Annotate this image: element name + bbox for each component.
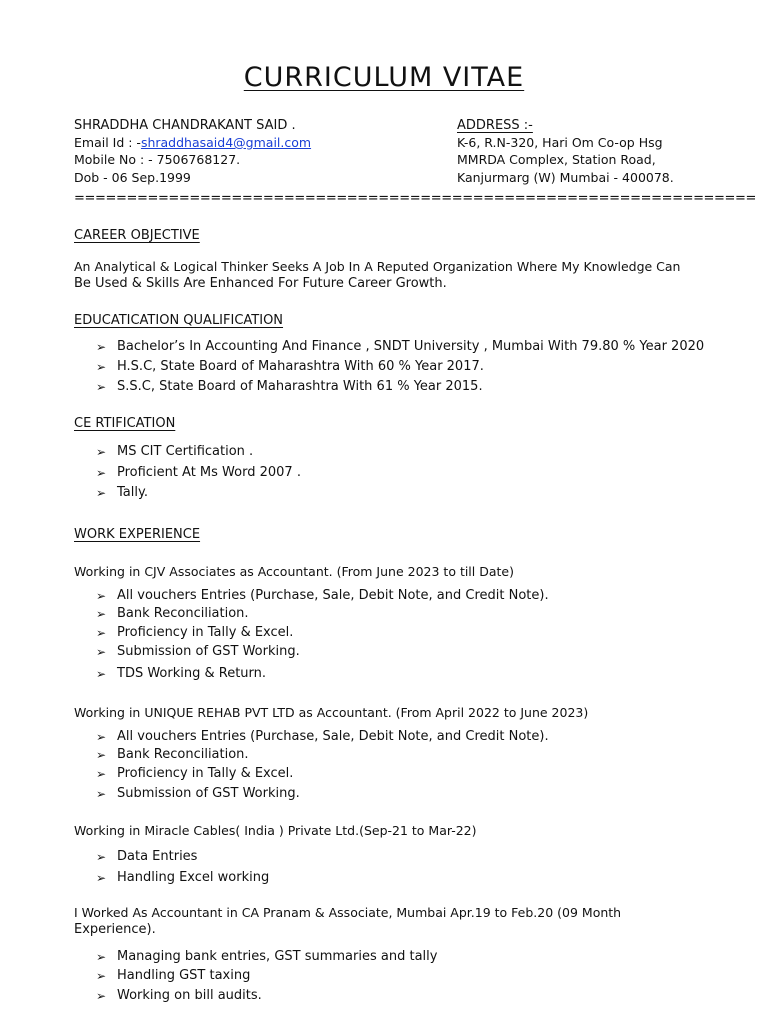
job-duty: Bank Reconciliation.	[117, 747, 249, 762]
job-title: Working in UNIQUE REHAB PVT LTD as Accountant. (From April 2022 to June 2023)	[74, 705, 589, 720]
bullet-icon: ➢	[96, 989, 107, 1003]
bullet-icon: ➢	[96, 667, 107, 681]
bullet-icon: ➢	[96, 748, 107, 762]
certification-item: MS CIT Certification .	[117, 444, 254, 459]
job-title: I Worked As Accountant in CA Pranam & Associate, Mumbai Apr.19 to Feb.20 (09 Month	[74, 905, 622, 920]
address-line-2: MMRDA Complex, Station Road,	[457, 152, 656, 167]
certification-heading: CE RTIFICATION	[74, 416, 176, 431]
work-experience-heading: WORK EXPERIENCE	[74, 527, 201, 542]
bullet-icon: ➢	[96, 969, 107, 983]
job-duty: All vouchers Entries (Purchase, Sale, Debit Note, and Credit Note).	[117, 729, 549, 744]
education-heading: EDUCATICATION QUALIFICATION	[74, 313, 284, 328]
bullet-icon: ➢	[96, 340, 107, 354]
bullet-icon: ➢	[96, 380, 107, 394]
address-line-1: K-6, R.N-320, Hari Om Co-op Hsg	[457, 135, 663, 150]
education-item: Bachelor’s In Accounting And Finance , SNDT University , Mumbai With 79.80 % Year 2020	[117, 339, 705, 354]
bullet-icon: ➢	[96, 445, 107, 459]
career-objective-line-2: Be Used & Skills Are Enhanced For Future Career Growth.	[74, 276, 447, 291]
job-title: Working in Miracle Cables( India ) Private Ltd.(Sep-21 to Mar-22)	[74, 823, 477, 838]
bullet-icon: ➢	[96, 871, 107, 885]
job-duty: Handling GST taxing	[117, 968, 251, 983]
job-duty: Bank Reconciliation.	[117, 606, 249, 621]
mobile-line: Mobile No : - 7506768127.	[74, 152, 241, 167]
job-title-continued: Experience).	[74, 922, 156, 937]
career-objective-line-1: An Analytical & Logical Thinker Seeks A Job In A Reputed Organization Where My Knowledge Can	[74, 259, 681, 274]
job-duty: Data Entries	[117, 849, 198, 864]
job-duty: TDS Working & Return.	[117, 666, 267, 681]
bullet-icon: ➢	[96, 626, 107, 640]
address-heading: ADDRESS :-	[457, 118, 533, 133]
bullet-icon: ➢	[96, 950, 107, 964]
email-label: Email Id : -	[74, 135, 141, 150]
candidate-name: SHRADDHA CHANDRAKANT SAID .	[74, 118, 296, 133]
document-title: CURRICULUM VITAE	[243, 62, 525, 93]
email-line	[74, 135, 311, 150]
job-duty: Proficiency in Tally & Excel.	[117, 625, 294, 640]
certification-item: Tally.	[117, 485, 148, 500]
bullet-icon: ➢	[96, 607, 107, 621]
job-duty: Proficiency in Tally & Excel.	[117, 766, 294, 781]
bullet-icon: ➢	[96, 767, 107, 781]
bullet-icon: ➢	[96, 589, 107, 603]
job-title: Working in CJV Associates as Accountant. (From June 2023 to till Date)	[74, 564, 514, 579]
bullet-icon: ➢	[96, 850, 107, 864]
job-duty: Managing bank entries, GST summaries and tally	[117, 949, 438, 964]
dob-line: Dob - 06 Sep.1999	[74, 170, 191, 185]
education-item: S.S.C, State Board of Maharashtra With 61 % Year 2015.	[117, 379, 483, 394]
job-duty: Submission of GST Working.	[117, 644, 300, 659]
separator-line: =================================================================	[74, 191, 757, 206]
career-objective-heading: CAREER OBJECTIVE	[74, 228, 200, 243]
education-item: H.S.C, State Board of Maharashtra With 60 % Year 2017.	[117, 359, 484, 374]
bullet-icon: ➢	[96, 787, 107, 801]
address-line-3: Kanjurmarg (W) Mumbai - 400078.	[457, 170, 674, 185]
job-duty: Handling Excel working	[117, 870, 270, 885]
bullet-icon: ➢	[96, 360, 107, 374]
certification-item: Proficient At Ms Word 2007 .	[117, 465, 301, 480]
bullet-icon: ➢	[96, 466, 107, 480]
bullet-icon: ➢	[96, 645, 107, 659]
job-duty: Working on bill audits.	[117, 988, 262, 1003]
email-link[interactable]: shraddhasaid4@gmail.com	[140, 135, 312, 150]
job-duty: All vouchers Entries (Purchase, Sale, Debit Note, and Credit Note).	[117, 588, 549, 603]
bullet-icon: ➢	[96, 730, 107, 744]
bullet-icon: ➢	[96, 486, 107, 500]
job-duty: Submission of GST Working.	[117, 786, 300, 801]
